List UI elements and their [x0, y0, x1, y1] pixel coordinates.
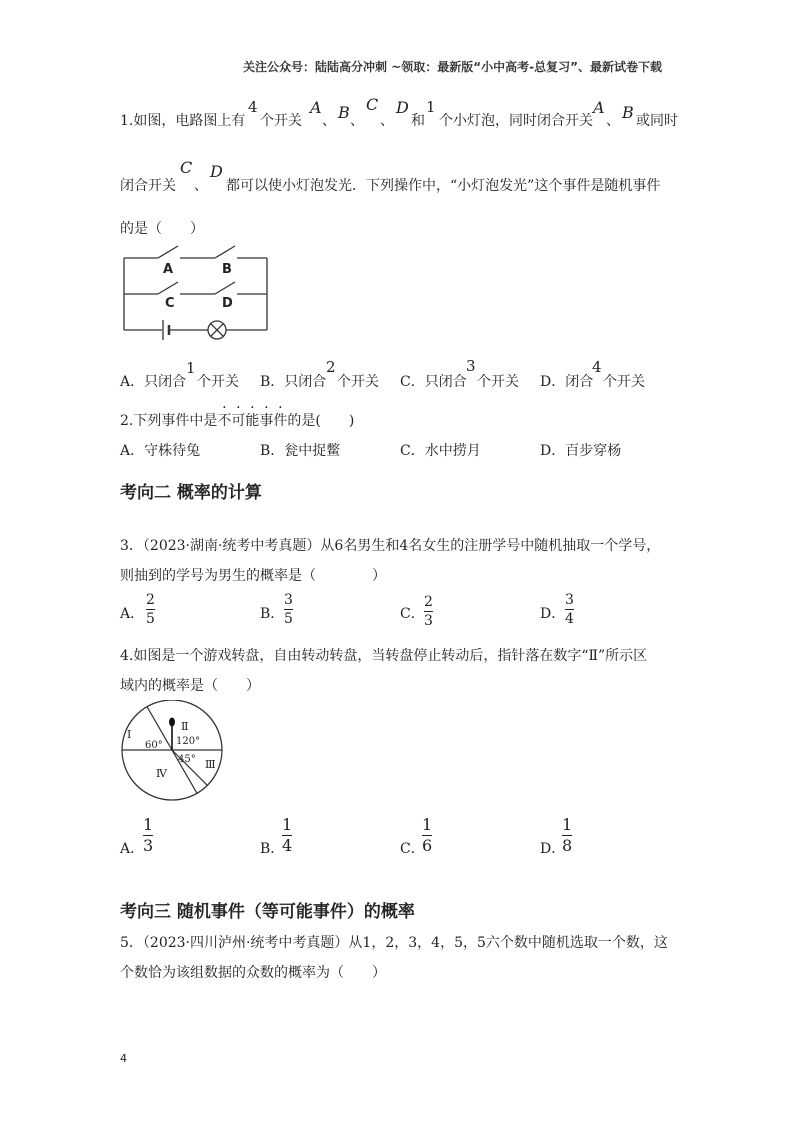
- q4-option-d-label: D．: [540, 841, 566, 857]
- q1-option-b-post: 个开关: [337, 374, 379, 390]
- q1-option-c-num: 3: [466, 357, 476, 375]
- q2-option-b: B．瓮中捉鳖: [260, 443, 341, 459]
- page-number: 4: [120, 1052, 127, 1065]
- q2-dotted-1: 不: [217, 413, 232, 429]
- q3-option-c-label: C．: [400, 606, 425, 622]
- q2-text-post: 的是( ): [287, 413, 355, 429]
- q1-var-c2: C: [180, 158, 193, 177]
- q1-option-b-num: 2: [326, 358, 336, 376]
- region-1-label: Ⅰ: [127, 728, 132, 741]
- section-heading-2: 考向二 概率的计算: [120, 483, 262, 503]
- switch-d-label: D: [222, 296, 233, 311]
- q2-dotted-3: 能: [245, 413, 260, 429]
- q4-b-numerator: 1: [282, 815, 293, 834]
- q1-num-4: 4: [248, 98, 258, 116]
- q1-option-d-post: 个开关: [603, 374, 645, 390]
- q3-d-numerator: 3: [565, 592, 574, 608]
- q1-var-a2: A: [593, 98, 605, 117]
- q4-option-c-label: C．: [400, 841, 425, 857]
- fraction-bar: [424, 611, 433, 612]
- region-3-label: Ⅲ: [205, 758, 216, 771]
- q4-c-numerator: 1: [422, 815, 433, 834]
- q4-c-denominator: 6: [422, 836, 433, 855]
- q1-var-d2: D: [210, 162, 223, 181]
- angle-45-label: 45°: [178, 754, 196, 765]
- q3-option-d-label: D．: [540, 606, 566, 622]
- switch-b-label: B: [222, 262, 232, 277]
- q4-option-a-fraction: [143, 816, 153, 855]
- q3-option-b-label: B．: [260, 606, 285, 622]
- q3-c-denominator: 3: [424, 613, 433, 629]
- q4-option-d-fraction: [562, 816, 572, 855]
- q1-sep-3: 、: [380, 113, 394, 129]
- q1-option-c-pre: C．只闭合: [400, 374, 467, 390]
- q4-a-denominator: 3: [143, 836, 154, 855]
- spinner-diagram: [118, 700, 228, 805]
- section-heading-3: 考向三 随机事件（等可能事件）的概率: [120, 902, 415, 922]
- q2-text-pre: 2.下列事件中是: [120, 413, 218, 429]
- q3-text-2: 则抽到的学号为男生的概率是（ ）: [120, 568, 386, 584]
- switch-a-label: A: [163, 262, 174, 277]
- q1-option-b-pre: B．只闭合: [260, 374, 327, 390]
- q3-option-a-fraction: [146, 592, 155, 627]
- q2-option-d: D．百步穿杨: [540, 443, 622, 459]
- switch-c-label: C: [165, 296, 175, 311]
- fraction-bar: [284, 609, 293, 610]
- q1-text-3: 个小灯泡，同时闭合开关: [439, 113, 593, 129]
- region-2-label: Ⅱ: [181, 720, 189, 733]
- q1-var-d: D: [396, 98, 409, 117]
- q1-var-c: C: [366, 95, 379, 114]
- q4-option-b-fraction: [282, 816, 292, 855]
- q1-option-a-num: 1: [186, 359, 196, 377]
- q4-text-2: 域内的概率是（ ）: [120, 678, 260, 694]
- q3-c-numerator: 2: [424, 594, 433, 610]
- q1-var-b2: B: [622, 103, 634, 122]
- spinner-pointer-tip: [169, 718, 175, 727]
- q1-sep-1: 、: [322, 113, 336, 129]
- fraction-bar: [565, 609, 574, 610]
- q4-option-b-label: B．: [260, 841, 285, 857]
- q1-text-5: 都可以使小灯泡发光．下列操作中，“小灯泡发光”这个事件是随机事件: [226, 178, 661, 194]
- angle-60-label: 60°: [145, 740, 163, 751]
- q4-d-numerator: 1: [562, 815, 573, 834]
- q4-a-numerator: 1: [143, 815, 154, 834]
- q1-option-a-post: 个开关: [197, 374, 239, 390]
- q3-option-a-label: A．: [120, 606, 145, 622]
- question-2-stem: [120, 410, 354, 430]
- q2-dotted-4: 事: [259, 413, 274, 429]
- q5-text-1: 5．（2023·四川泸州·统考中考真题）从1，2，3，4，5，5六个数中随机选取一个数，这: [120, 935, 668, 951]
- q1-text-6: 的是（ ）: [120, 221, 204, 237]
- q2-dotted-2: 可: [231, 413, 246, 429]
- q1-var-a: A: [310, 98, 322, 117]
- q3-d-denominator: 4: [565, 611, 574, 627]
- q1-text-2: 个开关: [260, 113, 302, 129]
- fraction-bar: [146, 609, 155, 610]
- q4-text-1: 4.如图是一个游戏转盘，自由转动转盘，当转盘停止转动后，指针落在数字“Ⅱ”所示区: [120, 648, 648, 664]
- q2-option-a: A．守株待兔: [120, 443, 201, 459]
- q4-option-c-fraction: [422, 816, 432, 855]
- q3-text-1: 3．（2023·湖南·统考中考真题）从6名男生和4名女生的注册学号中随机抽取一个学号，: [120, 538, 661, 554]
- q1-num-1: 1: [426, 98, 436, 116]
- q1-option-d-num: 4: [592, 358, 602, 376]
- q3-a-denominator: 5: [146, 611, 155, 627]
- q3-b-numerator: 3: [284, 592, 293, 608]
- q1-text-1: 1.如图，电路图上有: [120, 113, 246, 129]
- q1-option-a-pre: A．只闭合: [120, 374, 187, 390]
- q5-text-2: 个数恰为该组数据的众数的概率为（ ）: [120, 965, 386, 981]
- q2-option-c: C．水中捞月: [400, 443, 481, 459]
- q4-d-denominator: 8: [562, 836, 573, 855]
- q3-option-d-fraction: [565, 592, 574, 627]
- q3-b-denominator: 5: [284, 611, 293, 627]
- q1-var-b: B: [338, 103, 350, 122]
- q4-option-a-label: A．: [120, 841, 145, 857]
- q3-a-numerator: 2: [146, 592, 155, 608]
- circuit-diagram: [118, 240, 273, 340]
- q1-sep-5: 、: [194, 178, 208, 194]
- q1-sep-4: 、: [606, 113, 620, 129]
- q1-sep-2: 、: [350, 113, 364, 129]
- q4-b-denominator: 4: [282, 836, 293, 855]
- page-header: 关注公众号：陆陆高分冲刺 ~领取：最新版“小中高考-总复习”、最新试卷下载: [243, 60, 662, 74]
- q1-or: 或同时: [636, 113, 678, 129]
- q2-dotted-5: 件: [273, 413, 288, 429]
- angle-120-label: 120°: [176, 736, 201, 747]
- q3-option-b-fraction: [284, 592, 293, 627]
- q1-text-4: 闭合开关: [120, 178, 176, 194]
- q1-option-c-post: 个开关: [477, 374, 519, 390]
- q1-option-d-pre: D．闭合: [540, 374, 594, 390]
- q1-and: 和: [411, 113, 425, 129]
- q3-option-c-fraction: [424, 594, 433, 629]
- region-4-label: Ⅳ: [156, 767, 167, 780]
